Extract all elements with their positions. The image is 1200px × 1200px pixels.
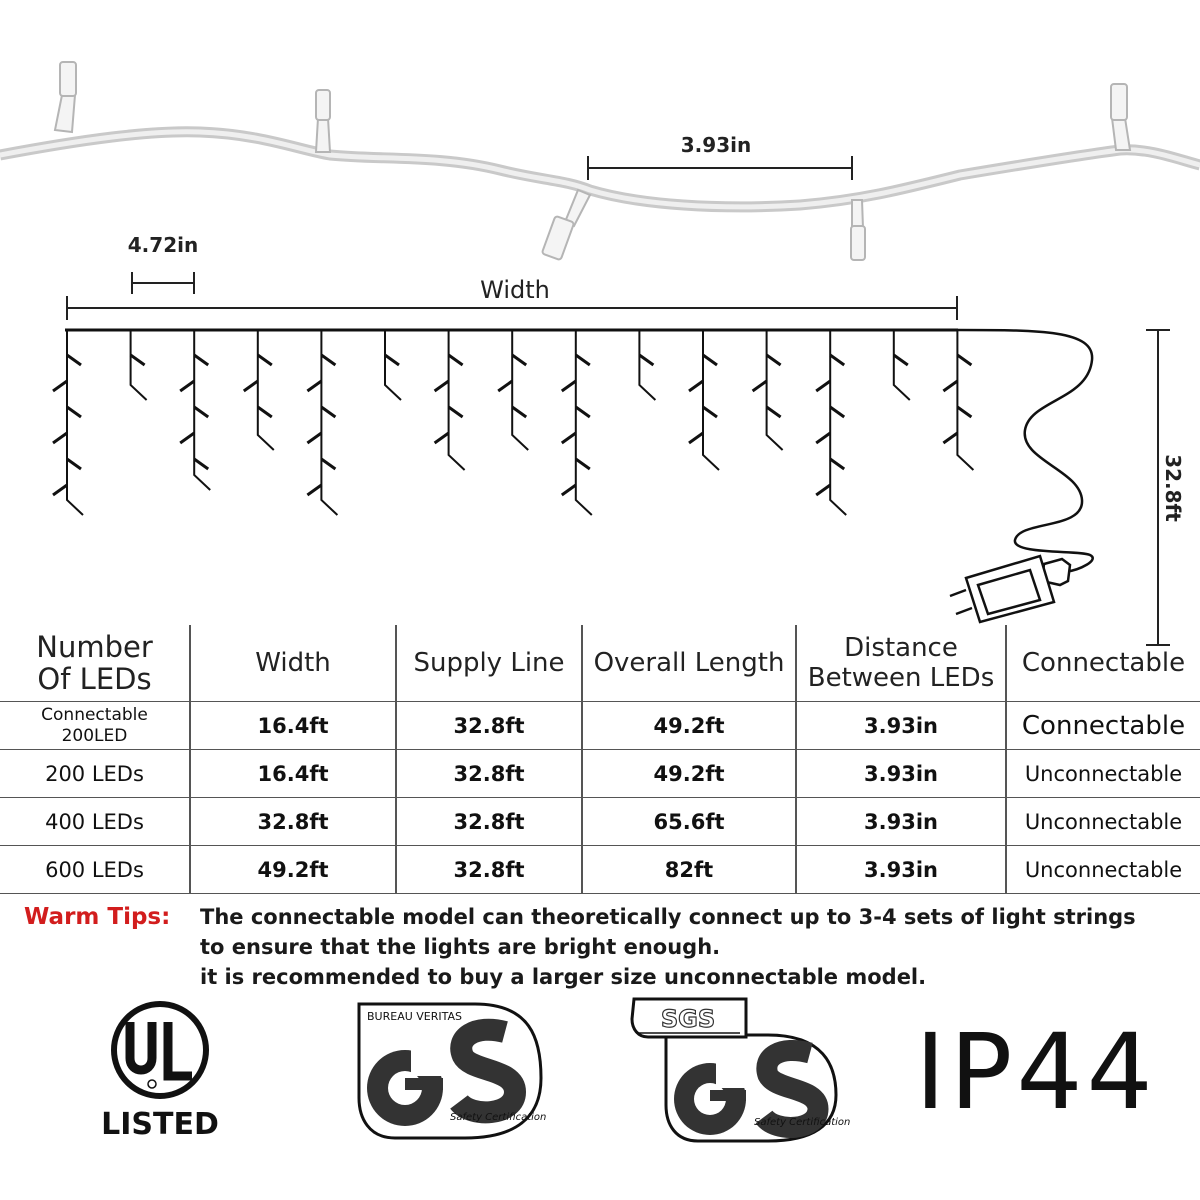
sgs-text: SGS <box>660 1005 716 1033</box>
cell-length: 65.6ft <box>582 798 796 846</box>
led-bulb <box>689 433 703 443</box>
led-bulb <box>435 381 449 391</box>
cell-model: Connectable 200LED <box>0 702 190 750</box>
col-header-overall-length: Overall Length <box>582 625 796 702</box>
width-label: Width <box>480 276 550 304</box>
led-bulb <box>816 433 830 443</box>
led-bulb <box>307 485 321 495</box>
icicle-drop <box>258 330 274 450</box>
icicle-curtain <box>53 330 973 515</box>
led-bulb <box>830 407 844 417</box>
height-label: 32.8ft <box>1161 454 1185 522</box>
height-dimension <box>1146 330 1185 645</box>
ip44-rating: IP44 <box>915 1011 1157 1133</box>
cell-supply: 32.8ft <box>396 750 582 798</box>
cell-connectable: Unconnectable <box>1006 798 1200 846</box>
led-bulb <box>258 407 272 417</box>
led-bulb <box>576 355 590 365</box>
bureau-veritas-text: BUREAU VERITAS <box>367 1010 462 1023</box>
warm-tips-text <box>200 902 1200 992</box>
led-bulb <box>307 381 321 391</box>
col-header-connectable: Connectable <box>1006 625 1200 702</box>
led-bulb <box>385 355 399 365</box>
spec-table <box>0 625 1200 894</box>
led-bulb <box>943 381 957 391</box>
led-bulb <box>512 407 526 417</box>
cell-width: 49.2ft <box>190 846 396 894</box>
icicle-drop <box>957 330 973 470</box>
led-bulb <box>957 355 971 365</box>
led-bulb <box>816 381 830 391</box>
led-bulb <box>321 459 335 469</box>
led-bulb <box>562 485 576 495</box>
led-bulb <box>562 433 576 443</box>
led-bulb <box>194 355 208 365</box>
led-bulb <box>576 459 590 469</box>
warm-tips-label: Warm Tips: <box>24 904 171 930</box>
bureau-veritas-gs-logo <box>355 998 545 1143</box>
cell-model: 200 LEDs <box>0 750 190 798</box>
table-header-row <box>0 625 1200 702</box>
led-bulb <box>576 407 590 417</box>
table-row <box>0 702 1200 750</box>
cell-model: 400 LEDs <box>0 798 190 846</box>
cell-distance: 3.93in <box>796 846 1006 894</box>
led-bulb <box>194 407 208 417</box>
col-header-number-of-leds: Number Of LEDs <box>36 630 153 696</box>
cell-distance: 3.93in <box>796 798 1006 846</box>
cell-supply: 32.8ft <box>396 702 582 750</box>
table-row <box>0 846 1200 894</box>
led-bulb <box>258 355 272 365</box>
cell-length: 49.2ft <box>582 702 796 750</box>
cell-model: 600 LEDs <box>0 846 190 894</box>
warm-tips-line: to ensure that the lights are bright enough. <box>200 935 721 959</box>
led-bulb <box>703 355 717 365</box>
led-bulb <box>194 459 208 469</box>
cell-length: 49.2ft <box>582 750 796 798</box>
led-bulb <box>131 355 145 365</box>
led-string-photo <box>0 62 1200 260</box>
led-bulb <box>943 433 957 443</box>
sgs-gs-logo <box>628 995 851 1143</box>
led-bulb <box>53 433 67 443</box>
col-header-distance: Distance Between LEDs <box>796 625 1006 702</box>
cell-width: 32.8ft <box>190 798 396 846</box>
led-bulb <box>894 355 908 365</box>
warm-tips-line: The connectable model can theoretically connect up to 3-4 sets of light strings <box>200 905 1136 929</box>
led-bulb <box>53 485 67 495</box>
led-bulb <box>830 355 844 365</box>
strand-spacing-label: 3.93in <box>680 133 752 157</box>
gs-caption: Safety Certification <box>450 1112 547 1123</box>
led-bulb <box>562 381 576 391</box>
gs-caption: Safety Certification <box>754 1117 851 1128</box>
col-header-supply-line: Supply Line <box>396 625 582 702</box>
cell-connectable: Unconnectable <box>1006 846 1200 894</box>
spacing-dimension <box>588 133 852 180</box>
table-row <box>0 750 1200 798</box>
led-bulb <box>180 433 194 443</box>
led-bulb <box>498 381 512 391</box>
led-bulb <box>767 407 781 417</box>
power-plug-icon <box>950 556 1070 622</box>
drop-spacing-label: 4.72in <box>127 233 199 257</box>
cell-distance: 3.93in <box>796 702 1006 750</box>
led-bulb <box>512 355 526 365</box>
cell-connectable: Connectable <box>1006 702 1200 750</box>
drop-spacing-dimension <box>128 233 198 294</box>
led-bulb <box>321 407 335 417</box>
led-bulb <box>753 381 767 391</box>
cell-width: 16.4ft <box>190 750 396 798</box>
led-bulb <box>703 407 717 417</box>
led-bulb <box>67 407 81 417</box>
led-bulb <box>53 381 67 391</box>
icicle-drop <box>767 330 783 450</box>
warm-tips-line: it is recommended to buy a larger size unconnectable model. <box>200 965 927 989</box>
col-header-width: Width <box>190 625 396 702</box>
icicle-drop <box>703 330 719 470</box>
led-bulb <box>449 407 463 417</box>
table-row <box>0 798 1200 846</box>
led-bulb <box>321 355 335 365</box>
icicle-drop <box>512 330 528 450</box>
cell-supply: 32.8ft <box>396 798 582 846</box>
led-bulb <box>307 433 321 443</box>
supply-cable <box>958 330 1093 572</box>
led-bulb <box>67 355 81 365</box>
led-bulb <box>767 355 781 365</box>
ul-listed-logo <box>100 1000 220 1140</box>
led-bulb <box>449 355 463 365</box>
led-bulb <box>435 433 449 443</box>
led-bulb <box>180 381 194 391</box>
led-bulb <box>639 355 653 365</box>
led-bulb <box>816 485 830 495</box>
icicle-drop <box>449 330 465 470</box>
ul-listed-text: LISTED <box>101 1107 219 1142</box>
led-bulb <box>957 407 971 417</box>
cell-width: 16.4ft <box>190 702 396 750</box>
led-bulb <box>244 381 258 391</box>
led-bulb <box>689 381 703 391</box>
cell-connectable: Unconnectable <box>1006 750 1200 798</box>
led-bulb <box>830 459 844 469</box>
width-dimension <box>67 276 957 320</box>
cell-supply: 32.8ft <box>396 846 582 894</box>
cell-distance: 3.93in <box>796 750 1006 798</box>
cell-length: 82ft <box>582 846 796 894</box>
led-bulb <box>67 459 81 469</box>
